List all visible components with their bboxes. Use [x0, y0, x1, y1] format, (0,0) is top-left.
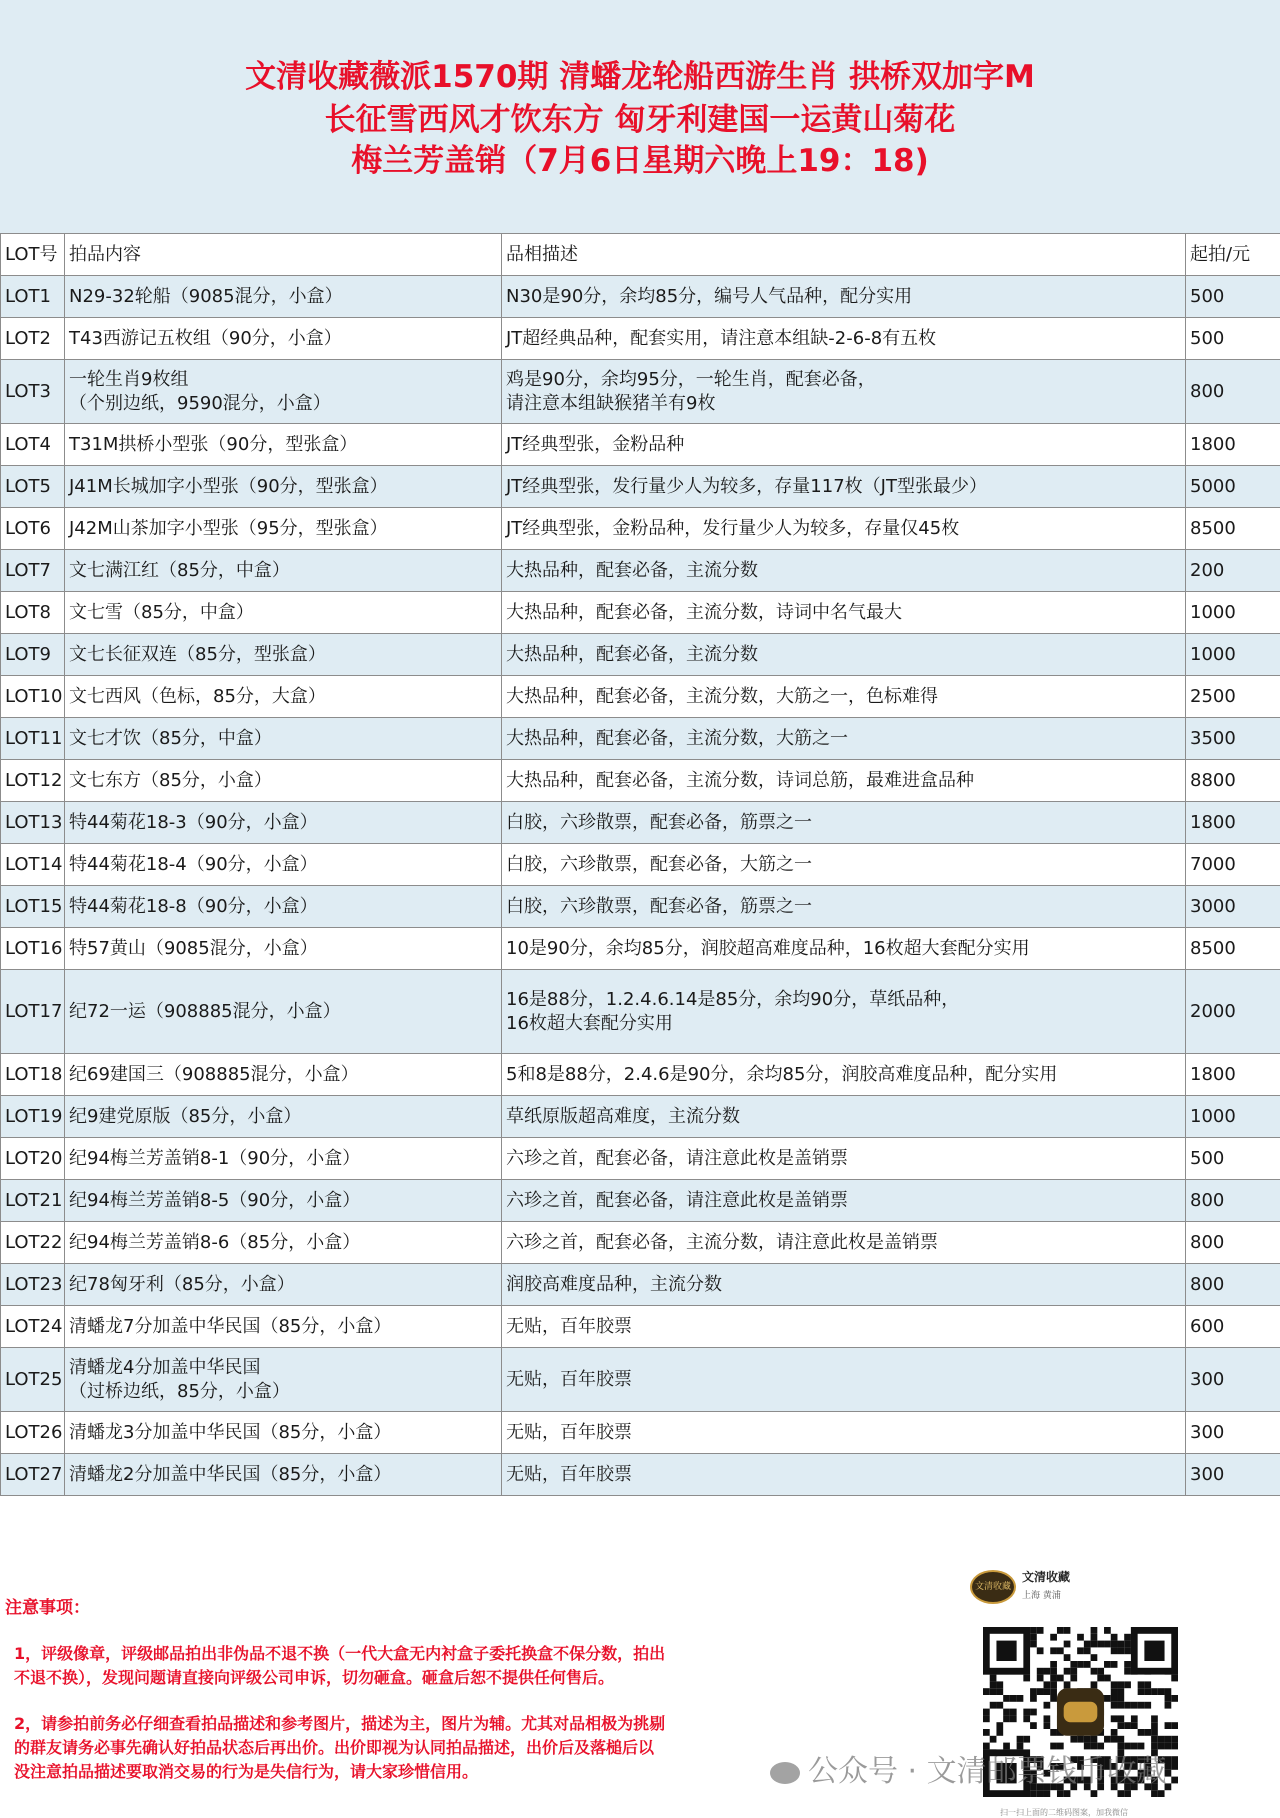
lot-item-line: 纪94梅兰芳盖销8-6（85分，小盒）	[69, 1231, 361, 1253]
lot-description-line: 无贴，百年胶票	[506, 1368, 632, 1390]
lot-item-line: 文七西风（色标，85分，大盒）	[69, 685, 326, 707]
note-1	[14, 1642, 814, 1690]
lot-number: LOT18	[1, 1054, 65, 1096]
start-price: 1000	[1186, 592, 1280, 634]
lot-description	[502, 276, 1186, 318]
lot-item-line: 特44菊花18-3（90分，小盒）	[69, 811, 318, 833]
lot-item-line: 清蟠龙2分加盖中华民国（85分，小盒）	[69, 1463, 392, 1485]
start-price: 500	[1186, 1138, 1280, 1180]
lot-item	[65, 844, 502, 886]
lot-number: LOT23	[1, 1264, 65, 1306]
auction-lot-table	[0, 233, 1280, 1496]
lot-item	[65, 318, 502, 360]
watermark-text: 公众号 · 文清邮票钱币收藏	[808, 1754, 1167, 1789]
lot-description-line: 鸡是90分，余均95分，一轮生肖，配套必备，	[506, 368, 876, 390]
table-row	[1, 466, 1280, 508]
table-row	[1, 360, 1280, 424]
lot-item-line: 文七东方（85分，小盒）	[69, 769, 272, 791]
lot-item	[65, 634, 502, 676]
lot-item-line: 清蟠龙7分加盖中华民国（85分，小盒）	[69, 1315, 392, 1337]
lot-item	[65, 360, 502, 424]
table-row	[1, 592, 1280, 634]
lot-description	[502, 318, 1186, 360]
lot-item	[65, 276, 502, 318]
lot-description-line: 5和8是88分，2.4.6是90分，余均85分，润胶高难度品种，配分实用	[506, 1063, 1058, 1085]
lot-description	[502, 1412, 1186, 1454]
title-line-1: 文清收藏薇派1570期 清蟠龙轮船西游生肖 拱桥双加字M	[245, 59, 1035, 95]
start-price: 500	[1186, 276, 1280, 318]
column-header-item: 拍品内容	[65, 234, 502, 276]
table-row	[1, 508, 1280, 550]
lot-description-line: 六珍之首，配套必备，请注意此枚是盖销票	[506, 1189, 848, 1211]
lot-item-line: T43西游记五枚组（90分，小盒）	[69, 327, 342, 349]
start-price: 8500	[1186, 508, 1280, 550]
table-row	[1, 886, 1280, 928]
lot-description-line: 无贴，百年胶票	[506, 1463, 632, 1485]
lot-number: LOT17	[1, 970, 65, 1054]
lot-item-line: N29-32轮船（9085混分，小盒）	[69, 285, 343, 307]
lot-item-line: 特44菊花18-4（90分，小盒）	[69, 853, 318, 875]
notes-title: 注意事项：	[5, 1598, 90, 1618]
note-2-line-1: 2，请参拍前务必仔细查看拍品描述和参考图片，描述为主，图片为辅。尤其对品相极为挑剔	[14, 1714, 666, 1733]
lot-number: LOT19	[1, 1096, 65, 1138]
lot-item	[65, 928, 502, 970]
start-price: 800	[1186, 1180, 1280, 1222]
lot-item	[65, 1412, 502, 1454]
lot-item-line: （过桥边纸，85分，小盒）	[69, 1380, 290, 1402]
lot-description-line: 六珍之首，配套必备，主流分数，请注意此枚是盖销票	[506, 1231, 938, 1253]
lot-number: LOT10	[1, 676, 65, 718]
lot-number: LOT27	[1, 1454, 65, 1496]
start-price: 300	[1186, 1348, 1280, 1412]
table-header-row	[1, 234, 1280, 276]
column-header-description: 品相描述	[502, 234, 1186, 276]
lot-description	[502, 1054, 1186, 1096]
lot-description	[502, 1096, 1186, 1138]
lot-item-line: 文七雪（85分，中盒）	[69, 601, 254, 623]
start-price: 800	[1186, 360, 1280, 424]
notes-section	[0, 1545, 1280, 1818]
lot-item	[65, 802, 502, 844]
table-row	[1, 424, 1280, 466]
title-line-3: 梅兰芳盖销（7月6日星期六晚上19：18)	[351, 143, 929, 179]
start-price: 2000	[1186, 970, 1280, 1054]
table-row	[1, 634, 1280, 676]
qr-caption: 扫一扫上面的二维码图案，加我微信	[1000, 1808, 1128, 1817]
lot-number: LOT21	[1, 1180, 65, 1222]
start-price: 800	[1186, 1264, 1280, 1306]
lot-description-line: 大热品种，配套必备，主流分数，诗词总筋，最难进盒品种	[506, 769, 974, 791]
start-price: 8800	[1186, 760, 1280, 802]
lot-number: LOT15	[1, 886, 65, 928]
lot-description	[502, 970, 1186, 1054]
lot-description-line: 大热品种，配套必备，主流分数，大筋之一，色标难得	[506, 685, 938, 707]
lot-item-line: 纪78匈牙利（85分，小盒）	[69, 1273, 295, 1295]
start-price: 200	[1186, 550, 1280, 592]
lot-item-line: 特57黄山（9085混分，小盒）	[69, 937, 318, 959]
lot-description	[502, 1306, 1186, 1348]
title-line-2: 长征雪西风才饮东方 匈牙利建国一运黄山菊花	[324, 102, 956, 138]
lot-item-line: 纪94梅兰芳盖销8-1（90分，小盒）	[69, 1147, 361, 1169]
lot-description-line: 10是90分，余均85分，润胶超高难度品种，16枚超大套配分实用	[506, 937, 1030, 959]
lot-description-line: 无贴，百年胶票	[506, 1315, 632, 1337]
lot-description	[502, 1264, 1186, 1306]
lot-item	[65, 1306, 502, 1348]
table-row	[1, 928, 1280, 970]
table-row	[1, 1096, 1280, 1138]
start-price: 600	[1186, 1306, 1280, 1348]
lot-description	[502, 1180, 1186, 1222]
table-row	[1, 718, 1280, 760]
lot-item	[65, 970, 502, 1054]
table-row	[1, 1180, 1280, 1222]
lot-description	[502, 424, 1186, 466]
lot-number: LOT2	[1, 318, 65, 360]
lot-item-line: 特44菊花18-8（90分，小盒）	[69, 895, 318, 917]
start-price: 5000	[1186, 466, 1280, 508]
brand-name: 文清收藏	[1022, 1570, 1071, 1584]
start-price: 1000	[1186, 1096, 1280, 1138]
start-price: 300	[1186, 1454, 1280, 1496]
lot-number: LOT26	[1, 1412, 65, 1454]
lot-description	[502, 928, 1186, 970]
lot-description-line: 白胶，六珍散票，配套必备，大筋之一	[506, 853, 812, 875]
lot-description	[502, 718, 1186, 760]
lot-description	[502, 1138, 1186, 1180]
lot-item-line: 文七长征双连（85分，型张盒）	[69, 643, 326, 665]
lot-item	[65, 760, 502, 802]
lot-description	[502, 360, 1186, 424]
lot-item-line: 文七满江红（85分，中盒）	[69, 559, 290, 581]
start-price: 1000	[1186, 634, 1280, 676]
lot-description-line: 大热品种，配套必备，主流分数，诗词中名气最大	[506, 601, 902, 623]
lot-description	[502, 844, 1186, 886]
lot-number: LOT14	[1, 844, 65, 886]
lot-number: LOT25	[1, 1348, 65, 1412]
table-row	[1, 676, 1280, 718]
lot-description	[502, 550, 1186, 592]
lot-number: LOT5	[1, 466, 65, 508]
start-price: 300	[1186, 1412, 1280, 1454]
start-price: 800	[1186, 1222, 1280, 1264]
lot-number: LOT12	[1, 760, 65, 802]
lot-item	[65, 718, 502, 760]
start-price: 3500	[1186, 718, 1280, 760]
lot-description	[502, 802, 1186, 844]
table-row	[1, 760, 1280, 802]
column-header-lot: LOT号	[1, 234, 65, 276]
lot-description-line: 大热品种，配套必备，主流分数	[506, 559, 758, 581]
brand-card	[970, 1560, 1210, 1620]
page-header	[0, 0, 1280, 233]
lot-item-line: 清蟠龙4分加盖中华民国	[69, 1356, 261, 1378]
lot-item	[65, 550, 502, 592]
lot-item-line: 文七才饮（85分，中盒）	[69, 727, 272, 749]
note-1-line-1: 1，评级像章，评级邮品拍出非伪品不退不换（一代大盒无内衬盒子委托换盒不保分数，拍出	[14, 1644, 666, 1663]
lot-item	[65, 1096, 502, 1138]
lot-description-line: JT经典型张，金粉品种	[506, 433, 685, 455]
lot-item	[65, 592, 502, 634]
brand-logo: 文清收藏	[970, 1570, 1016, 1604]
lot-number: LOT11	[1, 718, 65, 760]
table-row	[1, 1264, 1280, 1306]
table-row	[1, 1138, 1280, 1180]
lot-item	[65, 886, 502, 928]
lot-item-line: 纪72一运（908885混分，小盒）	[69, 1000, 341, 1022]
lot-item	[65, 1054, 502, 1096]
lot-description	[502, 760, 1186, 802]
lot-description-line: JT经典型张，发行量少人为较多，存量117枚（JT型张最少）	[506, 475, 987, 497]
lot-description	[502, 1348, 1186, 1412]
table-row	[1, 1454, 1280, 1496]
table-row	[1, 1348, 1280, 1412]
lot-description	[502, 466, 1186, 508]
table-row	[1, 1222, 1280, 1264]
start-price: 7000	[1186, 844, 1280, 886]
lot-description	[502, 634, 1186, 676]
table-row	[1, 970, 1280, 1054]
lot-description-line: 无贴，百年胶票	[506, 1421, 632, 1443]
lot-description-line: 请注意本组缺猴猪羊有9枚	[506, 392, 716, 414]
lot-item	[65, 676, 502, 718]
lot-item	[65, 1264, 502, 1306]
lot-description-line: 六珍之首，配套必备，请注意此枚是盖销票	[506, 1147, 848, 1169]
table-row	[1, 318, 1280, 360]
lot-description-line: 大热品种，配套必备，主流分数，大筋之一	[506, 727, 848, 749]
table-row	[1, 802, 1280, 844]
lot-item-line: 清蟠龙3分加盖中华民国（85分，小盒）	[69, 1421, 392, 1443]
lot-description-line: JT超经典品种，配套实用，请注意本组缺-2-6-8有五枚	[506, 327, 937, 349]
lot-description	[502, 886, 1186, 928]
lot-description	[502, 592, 1186, 634]
start-price: 2500	[1186, 676, 1280, 718]
lot-item-line: 纪69建国三（908885混分，小盒）	[69, 1063, 359, 1085]
lot-item	[65, 1180, 502, 1222]
lot-item-line: （个别边纸，9590混分，小盒）	[69, 392, 331, 414]
note-2-line-3: 没注意拍品描述要取消交易的行为是失信行为，请大家珍惜信用。	[14, 1762, 479, 1781]
start-price: 1800	[1186, 424, 1280, 466]
lot-number: LOT16	[1, 928, 65, 970]
lot-description-line: 润胶高难度品种，主流分数	[506, 1273, 722, 1295]
lot-description-line: 16枚超大套配分实用	[506, 1012, 673, 1034]
lot-number: LOT13	[1, 802, 65, 844]
lot-item	[65, 1138, 502, 1180]
lot-number: LOT4	[1, 424, 65, 466]
lot-item	[65, 1454, 502, 1496]
note-1-line-2: 不退不换），发现问题请直接向评级公司申诉，切勿砸盒。砸盒后恕不提供任何售后。	[14, 1668, 615, 1687]
lot-number: LOT24	[1, 1306, 65, 1348]
lot-number: LOT20	[1, 1138, 65, 1180]
lot-item	[65, 1348, 502, 1412]
lot-item-line: T31M拱桥小型张（90分，型张盒）	[69, 433, 358, 455]
lot-description-line: 白胶，六珍散票，配套必备，筋票之一	[506, 811, 812, 833]
table-row	[1, 1412, 1280, 1454]
lot-number: LOT9	[1, 634, 65, 676]
watermark	[770, 1752, 1167, 1792]
lot-item-line: 纪94梅兰芳盖销8-5（90分，小盒）	[69, 1189, 361, 1211]
start-price: 1800	[1186, 1054, 1280, 1096]
lot-number: LOT3	[1, 360, 65, 424]
lot-description	[502, 508, 1186, 550]
lot-item-line: 纪9建党原版（85分，小盒）	[69, 1105, 302, 1127]
lot-item-line: 一轮生肖9枚组	[69, 368, 189, 390]
note-2	[14, 1712, 814, 1784]
lot-description-line: 16是88分，1.2.4.6.14是85分，余均90分，草纸品种，	[506, 988, 960, 1010]
lot-description-line: 草纸原版超高难度，主流分数	[506, 1105, 740, 1127]
start-price: 3000	[1186, 886, 1280, 928]
lot-description-line: 大热品种，配套必备，主流分数	[506, 643, 758, 665]
lot-number: LOT22	[1, 1222, 65, 1264]
lot-item	[65, 466, 502, 508]
table-row	[1, 844, 1280, 886]
start-price: 8500	[1186, 928, 1280, 970]
lot-number: LOT7	[1, 550, 65, 592]
start-price: 500	[1186, 318, 1280, 360]
note-2-line-2: 的群友请务必事先确认好拍品状态后再出价。出价即视为认同拍品描述，出价后及落槌后以	[14, 1738, 655, 1757]
lot-item-line: J42M山茶加字小型张（95分，型张盒）	[69, 517, 388, 539]
lot-description-line: JT经典型张，金粉品种，发行量少人为较多，存量仅45枚	[506, 517, 960, 539]
lot-description-line: N30是90分，余均85分，编号人气品种，配分实用	[506, 285, 913, 307]
lot-description	[502, 676, 1186, 718]
lot-description-line: 白胶，六珍散票，配套必备，筋票之一	[506, 895, 812, 917]
start-price: 1800	[1186, 802, 1280, 844]
brand-location: 上海 黄浦	[1022, 1591, 1061, 1601]
table-row	[1, 1306, 1280, 1348]
lot-item	[65, 424, 502, 466]
lot-number: LOT6	[1, 508, 65, 550]
column-header-start-price: 起拍/元	[1186, 234, 1280, 276]
lot-item	[65, 508, 502, 550]
lot-number: LOT1	[1, 276, 65, 318]
lot-number: LOT8	[1, 592, 65, 634]
table-row	[1, 276, 1280, 318]
lot-item	[65, 1222, 502, 1264]
lot-description	[502, 1454, 1186, 1496]
lot-description	[502, 1222, 1186, 1264]
lot-item-line: J41M长城加字小型张（90分，型张盒）	[69, 475, 388, 497]
table-row	[1, 1054, 1280, 1096]
wechat-icon	[770, 1762, 800, 1784]
table-row	[1, 550, 1280, 592]
